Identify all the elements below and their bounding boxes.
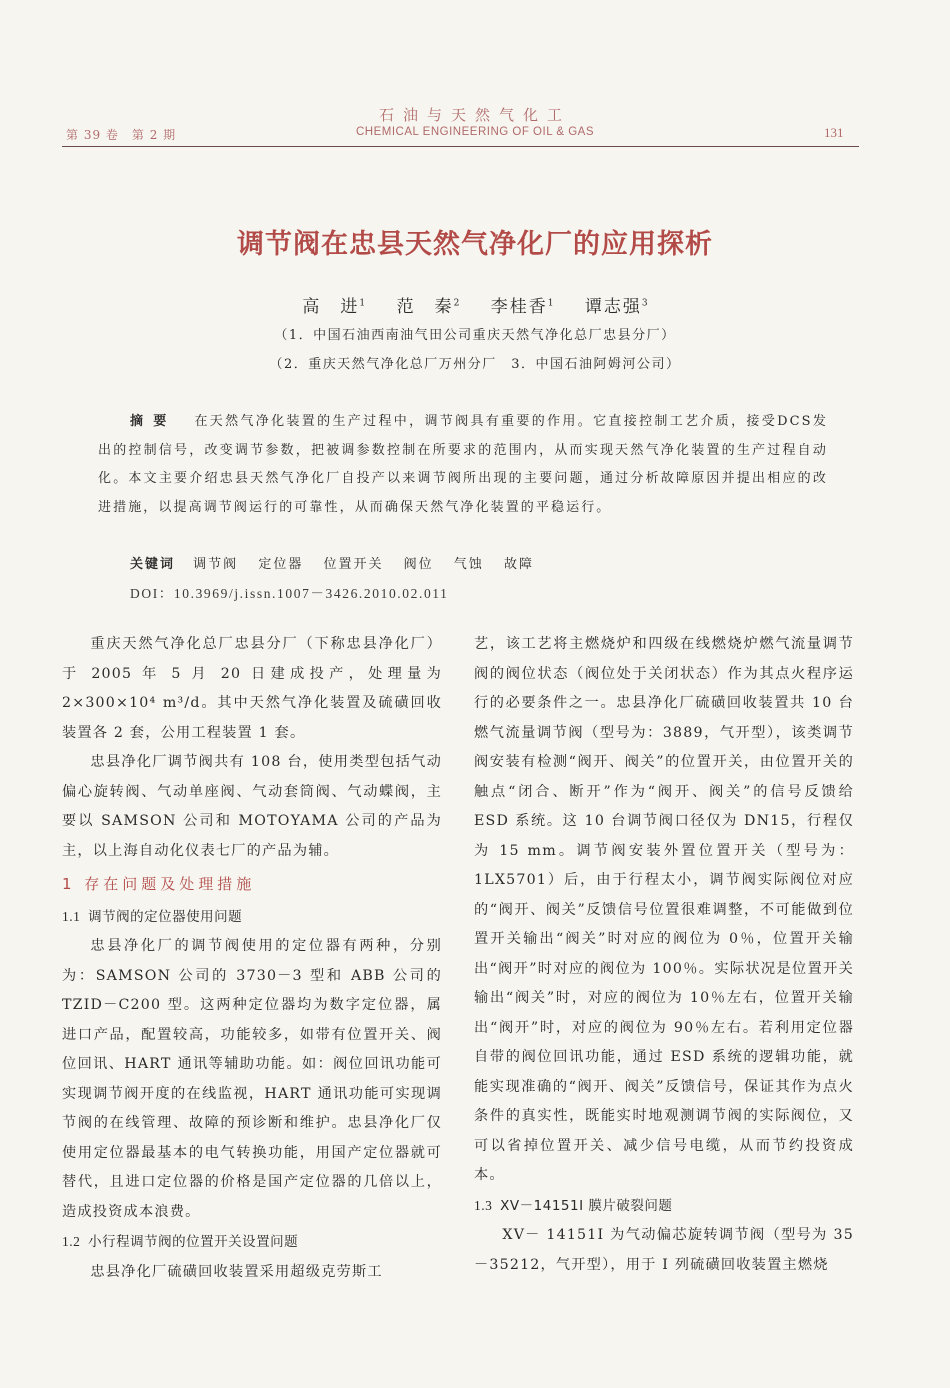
author: 李桂香$^1$: [490, 297, 554, 317]
paragraph: 忠县净化厂硫磺回收装置采用超级克劳斯工: [90, 1263, 383, 1280]
keyword: 故障: [503, 557, 534, 572]
abstract-text: 在天然气净化装置的生产过程中，调节阀具有重要的作用。它直接控制工艺介质，接受DCS发出的控制信号，改变调节参数，把被调参数控制在所要求的范围内，从而实现天然气净化装置的生产过程自动化。本文主要介绍忠县天然气净化厂自投产以来调节阀所出现的主要问题，通过分析故障原因并提出相应的改进措施，以提高调节阀运行的可靠性，从而确保天然气净化装置的平稳运行。: [98, 414, 828, 515]
keyword: 位置开关: [323, 557, 384, 572]
paragraph: 忠县净化厂的调节阀使用的定位器有两种，分别为：SAMSON 公司的 3730－3 型和 ABB 公司的 TZID－C200 型。这两种定位器均为数字定位器，属进口产品，配置较高，功能较多，如带有位置开关、阀位回讯、HART 通讯等辅助功能。如：阀位回讯功能可实现调节阀开度的在线监视，HART 通讯功能可实现调节阀的在线管理、故障的预诊断和维护。忠县净化厂仅使用定位器最基本的电气转换功能，用国产定位器就可替代，且进口定位器的价格是国产定位器的几倍以上，造成投资成本浪费。: [62, 938, 442, 1220]
keywords-label: 关键词: [130, 557, 176, 572]
keyword: 气蚀: [453, 557, 484, 572]
keyword: 定位器: [258, 557, 304, 572]
doi: DOI：10.3969/j.issn.1007－3426.2010.02.011: [130, 586, 449, 601]
header-rule: [62, 146, 859, 147]
body-column-right: [474, 630, 854, 1280]
affiliation: （1．中国石油西南油气田公司重庆天然气净化总厂忠县分厂）: [274, 328, 676, 343]
body-column-left: [62, 630, 442, 1287]
volume-issue: 第 39 卷 第 2 期: [66, 128, 177, 142]
page-number: 131: [824, 125, 844, 140]
paragraph: 艺，该工艺将主燃烧炉和四级在线燃烧炉燃气流量调节阀的阀位状态（阀位处于关闭状态）作为其点火程序运行的必要条件之一。忠县净化厂硫磺回收装置共 10 台燃气流量调节阀（型号为：3889，气开型），该类调节阀安装有检测“阀开、阀关”的位置开关，由位置开关的触点“闭合、断开”作为“阀开、阀关”的信号反馈给 ESD 系统。这 10 台调节阀口径仅为 DN15，行程仅为 15 mm。调节阀安装外置位置开关（型号为：1LX5701）后，由于行程太小，调节阀实际阀位对应的“阀开、阀关”反馈信号位置很难调整，不可能做到位置开关输出“阀关”时对应的阀位为 0％，位置开关输出“阀开”时对应的阀位为 100％。实际状况是位置开关输出“阀关”时，对应的阀位为 10％左右，位置开关输出“阀开”时，对应的阀位为 90％左右。若利用定位器自带的阀位回讯功能，通过 ESD 系统的逻辑功能，就能实现准确的“阀开、阀关”反馈信号，保证其作为点火条件的真实性，既能实时地观测调节阀的实际阀位，又可以省掉位置开关、减少信号电缆，从而节约投资成本。: [474, 636, 854, 1183]
abstract: [98, 408, 828, 522]
journal-title-en: CHEMICAL ENGINEERING OF OIL & GAS: [355, 126, 595, 138]
journal-title-cn: 石油与天然气化工: [378, 106, 571, 124]
paragraph: 忠县净化厂调节阀共有 108 台，使用类型包括气动偏心旋转阀、气动单座阀、气动套筒阀、气动蝶阀，主要以 SAMSON 公司和 MOTOYAMA 公司的产品为主，以上海自动化仪表七厂的产品为辅。: [62, 754, 442, 859]
subsection-heading: 1.3 XV－14151I 膜片破裂问题: [474, 1197, 673, 1214]
paragraph: 重庆天然气净化总厂忠县分厂（下称忠县净化厂）于 2005 年 5 月 20 日建成投产，处理量为 2×300×10⁴ m³/d。其中天然气净化装置及硫磺回收装置各 2 套，公用工程装置 1 套。: [62, 636, 442, 741]
author-list: [0, 292, 950, 317]
author: 谭志强$^3$: [584, 297, 648, 317]
article-title: 调节阀在忠县天然气净化厂的应用探析: [237, 229, 713, 260]
subsection-heading: 1.1 调节阀的定位器使用问题: [62, 908, 243, 925]
subsection-heading: 1.2 小行程调节阀的位置开关设置问题: [62, 1234, 299, 1250]
paragraph: XV－ 14151I 为气动偏芯旋转调节阀（型号为 35－35212，气开型），用于 I 列硫磺回收装置主燃烧: [474, 1227, 854, 1273]
section-heading: 1 存在问题及处理措施: [62, 875, 256, 893]
keywords: [130, 553, 830, 572]
author: 高 进$^1$: [302, 297, 366, 317]
affiliation: （2．重庆天然气净化总厂万州分厂 3．中国石油阿姆河公司）: [269, 357, 681, 372]
keyword: 调节阀: [193, 557, 239, 572]
abstract-label: 摘要: [130, 414, 177, 429]
keyword: 阀位: [403, 557, 434, 572]
author: 范 秦$^2$: [396, 297, 460, 317]
